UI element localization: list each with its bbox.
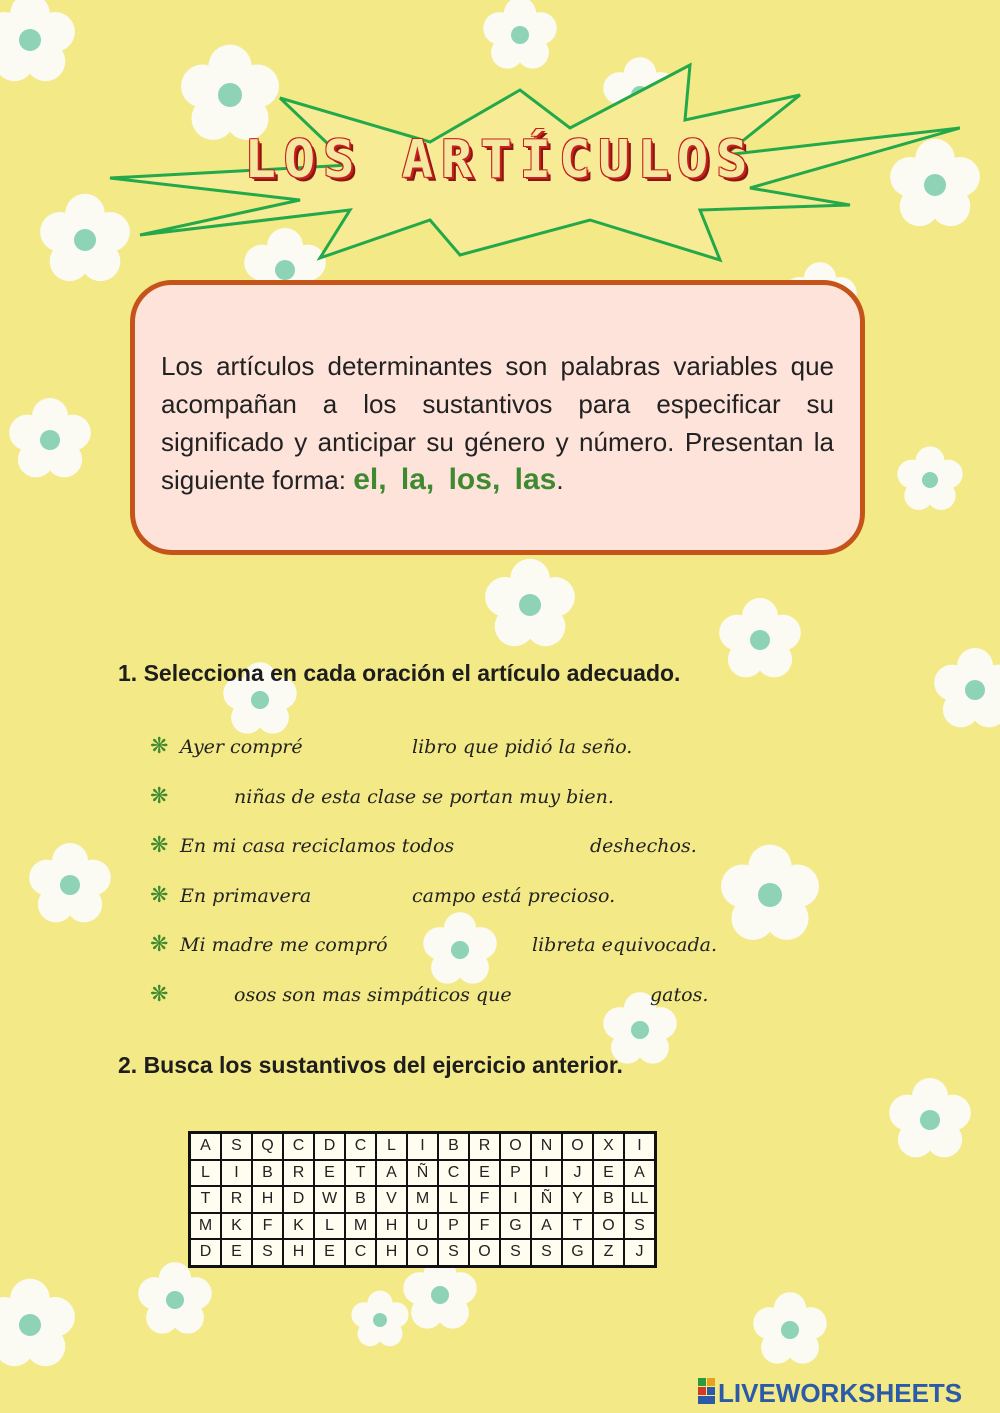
sentence-after: libro que pidió la seño. <box>412 736 633 758</box>
grid-cell[interactable]: O <box>469 1239 500 1266</box>
grid-cell[interactable]: E <box>469 1160 500 1187</box>
grid-cell[interactable]: F <box>252 1213 283 1240</box>
definition-text <box>161 347 834 499</box>
flower-icon <box>9 398 91 477</box>
flower-icon <box>403 1257 476 1328</box>
flower-icon <box>934 648 1000 727</box>
grid-cell[interactable]: A <box>624 1160 656 1187</box>
grid-cell[interactable]: I <box>407 1133 438 1160</box>
grid-row <box>190 1213 656 1240</box>
grid-cell[interactable]: O <box>562 1133 593 1160</box>
grid-cell[interactable]: X <box>593 1133 624 1160</box>
liveworksheets-logo <box>698 1378 962 1409</box>
grid-cell[interactable]: E <box>314 1239 345 1266</box>
grid-cell[interactable]: T <box>562 1213 593 1240</box>
grid-cell[interactable]: M <box>190 1213 222 1240</box>
sentence-before: En mi casa reciclamos todos <box>180 835 455 857</box>
grid-cell[interactable]: M <box>407 1186 438 1213</box>
grid-cell[interactable]: S <box>221 1133 252 1160</box>
grid-cell[interactable]: J <box>562 1160 593 1187</box>
sentence-5 <box>150 926 850 976</box>
grid-cell[interactable]: B <box>593 1186 624 1213</box>
sentence-after: niñas de esta clase se portan muy bien. <box>234 785 614 808</box>
flower-bullet-icon: ❋ <box>150 932 169 957</box>
grid-cell[interactable]: N <box>531 1133 562 1160</box>
grid-cell[interactable]: Y <box>562 1186 593 1213</box>
sentence-before: Mi madre me compró <box>180 934 388 956</box>
grid-cell[interactable]: D <box>283 1186 314 1213</box>
grid-cell[interactable]: C <box>438 1160 469 1187</box>
grid-cell[interactable]: U <box>407 1213 438 1240</box>
flower-icon <box>483 0 556 69</box>
grid-cell[interactable]: I <box>531 1160 562 1187</box>
grid-cell[interactable]: Ñ <box>407 1160 438 1187</box>
grid-cell[interactable]: A <box>190 1133 222 1160</box>
definition-box <box>130 280 865 555</box>
exercise-2-heading: 2. Busca los sustantivos del ejercicio anterior. <box>118 1052 623 1078</box>
flower-icon <box>719 598 801 677</box>
grid-cell[interactable]: Q <box>252 1133 283 1160</box>
grid-cell[interactable]: P <box>500 1160 531 1187</box>
grid-cell[interactable]: Z <box>593 1239 624 1266</box>
grid-cell[interactable]: T <box>345 1160 376 1187</box>
grid-cell[interactable]: C <box>345 1239 376 1266</box>
grid-cell[interactable]: E <box>314 1160 345 1187</box>
flower-icon <box>897 446 962 510</box>
sentence-6 <box>150 976 850 1026</box>
flower-icon <box>0 0 75 81</box>
grid-cell[interactable]: I <box>500 1186 531 1213</box>
sentence-after: libreta equivocada. <box>532 934 718 956</box>
grid-cell[interactable]: F <box>469 1186 500 1213</box>
exercise-1-sentences <box>150 728 850 1025</box>
grid-cell[interactable]: F <box>469 1213 500 1240</box>
sentence-end: gatos. <box>650 983 709 1006</box>
grid-cell[interactable]: S <box>252 1239 283 1266</box>
grid-row <box>190 1160 656 1187</box>
grid-cell[interactable]: C <box>345 1133 376 1160</box>
grid-row <box>190 1133 656 1160</box>
grid-cell[interactable]: T <box>190 1186 222 1213</box>
grid-cell[interactable]: R <box>221 1186 252 1213</box>
grid-cell[interactable]: H <box>283 1239 314 1266</box>
grid-cell[interactable]: M <box>345 1213 376 1240</box>
grid-cell[interactable]: R <box>469 1133 500 1160</box>
logo-icon <box>698 1378 716 1404</box>
grid-cell[interactable]: A <box>531 1213 562 1240</box>
grid-cell[interactable]: S <box>624 1213 656 1240</box>
grid-cell[interactable]: O <box>593 1213 624 1240</box>
flower-icon <box>0 1279 75 1366</box>
sentence-before: En primavera <box>180 884 312 907</box>
sentence-after: deshechos. <box>590 835 697 857</box>
grid-cell[interactable]: J <box>624 1239 656 1266</box>
article-list: el, la, los, las <box>353 463 557 496</box>
sentence-after: osos son mas simpáticos que <box>234 983 512 1006</box>
flower-icon <box>138 1262 211 1333</box>
grid-cell[interactable]: I <box>624 1133 656 1160</box>
grid-cell[interactable]: O <box>500 1133 531 1160</box>
flower-icon <box>889 1078 971 1157</box>
grid-cell[interactable]: H <box>252 1186 283 1213</box>
grid-cell[interactable]: LL <box>624 1186 656 1213</box>
grid-cell[interactable]: S <box>531 1239 562 1266</box>
flower-icon <box>29 843 111 922</box>
grid-cell[interactable]: E <box>221 1239 252 1266</box>
grid-cell[interactable]: L <box>376 1133 407 1160</box>
grid-cell[interactable]: B <box>252 1160 283 1187</box>
grid-cell[interactable]: A <box>376 1160 407 1187</box>
grid-row <box>190 1239 656 1266</box>
grid-row <box>190 1186 656 1213</box>
definition-period: . <box>556 465 564 495</box>
grid-cell[interactable]: E <box>593 1160 624 1187</box>
grid-cell[interactable]: I <box>221 1160 252 1187</box>
grid-cell[interactable]: R <box>283 1160 314 1187</box>
grid-cell[interactable]: L <box>438 1186 469 1213</box>
grid-cell[interactable]: H <box>376 1213 407 1240</box>
sentence-3 <box>150 827 850 877</box>
grid-cell[interactable]: L <box>314 1213 345 1240</box>
definition-body: Los artículos determinantes son palabras variables que acompañan a los sustantivos para especificar su significado y anticipar su género y número. Presentan la siguiente forma: <box>161 351 834 495</box>
flower-bullet-icon: ❋ <box>150 783 169 809</box>
logo-text: LIVEWORKSHEETS <box>718 1378 963 1408</box>
grid-cell[interactable]: G <box>562 1239 593 1266</box>
page-title: LOS ARTÍCULOS <box>244 130 756 190</box>
word-search-grid <box>188 1131 657 1268</box>
grid-cell[interactable]: S <box>500 1239 531 1266</box>
grid-cell[interactable]: K <box>283 1213 314 1240</box>
grid-cell[interactable]: S <box>438 1239 469 1266</box>
grid-cell[interactable]: B <box>345 1186 376 1213</box>
flower-bullet-icon: ❋ <box>150 833 169 858</box>
flower-bullet-icon: ❋ <box>150 734 169 759</box>
grid-cell[interactable]: P <box>438 1213 469 1240</box>
sentence-1 <box>150 728 850 778</box>
grid-cell[interactable]: C <box>283 1133 314 1160</box>
grid-cell[interactable]: D <box>314 1133 345 1160</box>
grid-cell[interactable]: D <box>190 1239 222 1266</box>
flower-bullet-icon: ❋ <box>150 882 169 908</box>
grid-cell[interactable]: B <box>438 1133 469 1160</box>
grid-cell[interactable]: V <box>376 1186 407 1213</box>
flower-icon <box>753 1292 826 1363</box>
grid-cell[interactable]: W <box>314 1186 345 1213</box>
sentence-4 <box>150 877 850 927</box>
sentence-after: campo está precioso. <box>412 884 616 907</box>
sentence-2 <box>150 778 850 828</box>
grid-cell[interactable]: Ñ <box>531 1186 562 1213</box>
flower-icon <box>351 1291 408 1347</box>
flower-icon <box>485 559 575 646</box>
grid-cell[interactable]: O <box>407 1239 438 1266</box>
exercise-1-heading: 1. Selecciona en cada oración el artículo adecuado. <box>118 660 681 686</box>
grid-cell[interactable]: L <box>190 1160 222 1187</box>
grid-cell[interactable]: G <box>500 1213 531 1240</box>
grid-cell[interactable]: K <box>221 1213 252 1240</box>
sentence-before: Ayer compré <box>180 736 303 758</box>
flower-bullet-icon: ❋ <box>150 981 169 1007</box>
grid-cell[interactable]: H <box>376 1239 407 1266</box>
